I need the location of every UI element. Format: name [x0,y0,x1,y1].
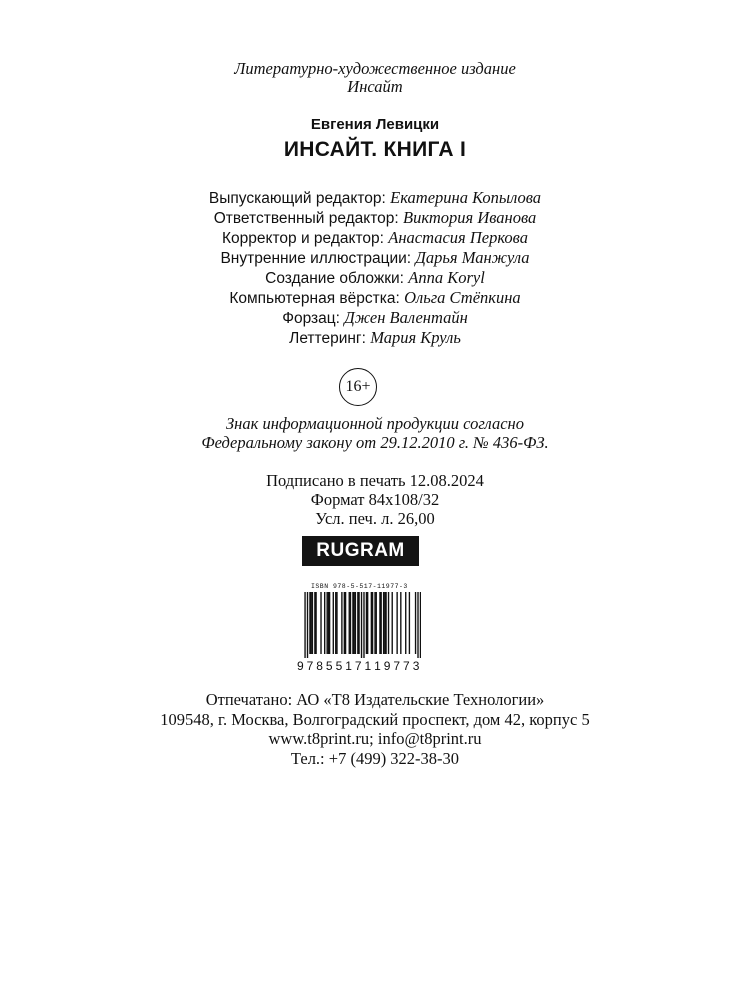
barcode-bar [312,592,313,654]
credit-name: Ольга Стёпкина [404,288,521,307]
barcode-digits [297,659,421,673]
credit-role: Леттеринг: [289,330,366,347]
barcode-bar [376,592,377,654]
barcode-digit: 7 [306,659,315,673]
barcode-bar [367,592,368,654]
barcode-bar [388,592,389,654]
barcode-bar [400,592,401,654]
barcode-bar [345,592,346,654]
credit-role: Создание обложки: [265,270,404,287]
credit-name: Дарья Манжула [415,248,530,267]
barcode-bar [374,592,375,654]
barcode-bar [328,592,329,654]
printed-sheets: Усл. печ. л. 26,00 [315,509,435,528]
barcode-bar [363,592,364,658]
credit-name: Джен Валентайн [344,308,468,327]
barcode-bar [383,592,384,654]
credit-name: Мария Круль [370,328,461,347]
barcode-digit: 9 [383,659,393,673]
barcode-bar [385,592,386,654]
barcode-digit: 5 [335,659,344,673]
barcode-bar [324,592,325,654]
isbn-label: ISBN 978-5-517-11977-3 [311,583,408,590]
credit-name: Виктория Иванова [403,208,537,227]
barcode-bar [315,592,316,654]
barcode-digit: 1 [364,659,373,673]
barcode-bar [333,592,334,654]
author-name: Евгения Левицки [310,116,440,133]
print-info-block [0,471,750,528]
barcode-digit: 3 [412,659,421,673]
credit-line [0,268,750,288]
barcode-bar [355,592,356,654]
barcode-bar [392,592,393,654]
barcode-bar [361,592,362,658]
barcode-bar [314,592,315,654]
credit-name: Anna Koryl [408,268,485,287]
barcode-bar [311,592,312,654]
credit-line [0,188,750,208]
isbn-barcode [297,583,421,675]
credit-line [0,248,750,268]
credit-line [0,228,750,248]
barcode-bar [357,592,358,654]
credit-line [0,208,750,228]
barcode-bar [379,592,380,654]
barcode-digit: 1 [374,659,383,673]
barcode-digit: 7 [393,659,402,673]
printer-address: 109548, г. Москва, Волгоградский проспект, дом 42, корпус 5 [160,709,590,729]
printer-web: www.t8print.ru; info@t8print.ru [268,729,482,748]
book-title: ИНСАЙТ. КНИГА I [283,138,467,161]
barcode-digit: 1 [345,659,354,673]
barcode-bar [329,592,330,654]
printer-block [0,690,750,768]
barcode-bar [417,592,418,658]
barcode-digit: 5 [325,659,335,673]
barcode-bar [320,592,321,654]
series-line-2: Инсайт [347,77,403,96]
barcode-bar [335,592,336,654]
barcode-bar [372,592,373,654]
printer-phone: Тел.: +7 (499) 322-38-30 [290,748,460,768]
barcode-bar [307,592,308,658]
notice-line-2: Федеральному закону от 29.12.2010 г. № 436-ФЗ. [201,433,549,452]
credit-role: Выпускающий редактор: [208,190,386,207]
barcode-bar [350,592,351,654]
credit-name: Екатерина Копылова [390,188,542,207]
series-line-1: Литературно-художественное издание [234,59,516,78]
credit-line [0,328,750,348]
credit-role: Компьютерная вёрстка: [229,290,400,307]
barcode-bar [326,592,327,654]
barcode-bar [352,592,353,654]
credits-list [0,188,750,348]
barcode-bar [420,592,421,658]
barcode-bar [341,592,342,654]
paper-format: Формат 84x108/32 [310,490,440,509]
barcode-bar [349,592,350,654]
info-product-notice [0,414,750,452]
barcode-bar [336,592,337,654]
credit-line [0,288,750,308]
barcode-bar [358,592,359,654]
barcode-digit: 7 [354,659,364,673]
series-block [0,60,750,96]
rugram-logo: RUGRAM [302,536,419,566]
barcode-bar [396,592,397,654]
barcode-bar [409,592,410,654]
printer-name: Отпечатано: АО «Т8 Издательские Технологии» [205,690,545,709]
barcode-bar [353,592,354,654]
barcode-digit: 8 [316,659,325,673]
barcode-bar [384,592,385,654]
credit-role: Форзац: [282,310,340,327]
age-rating-badge: 16+ [339,368,377,406]
barcode-bar [366,592,367,654]
barcode-digit: 7 [403,659,412,673]
barcode-bar [415,592,416,654]
barcode-bar [371,592,372,654]
credit-role: Корректор и редактор: [222,230,384,247]
credit-role: Внутренние иллюстрации: [220,250,412,267]
credit-line [0,308,750,328]
barcode-bar [405,592,406,654]
credit-role: Ответственный редактор: [213,210,399,227]
barcode-bar [344,592,345,654]
barcode-bar [380,592,381,654]
credit-name: Анастасия Перкова [388,228,528,247]
barcode-bar [309,592,310,654]
barcode-bars [297,592,421,658]
barcode-bar [304,592,305,658]
notice-line-1: Знак информационной продукции согласно [226,414,524,433]
signed-date: Подписано в печать 12.08.2024 [266,471,484,490]
barcode-digit: 9 [297,659,306,673]
